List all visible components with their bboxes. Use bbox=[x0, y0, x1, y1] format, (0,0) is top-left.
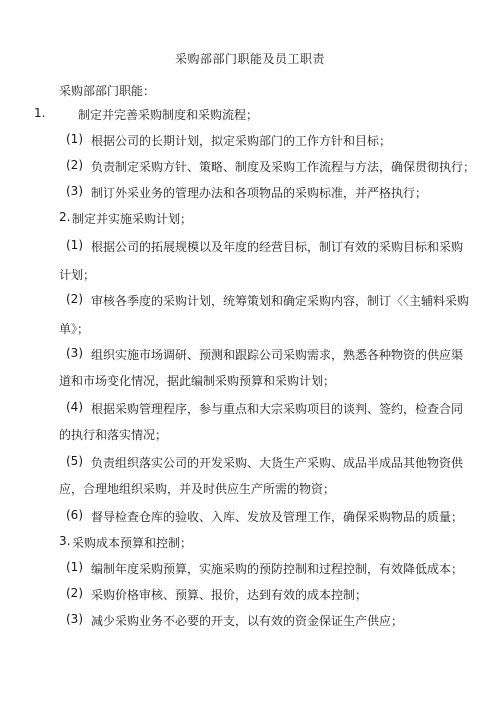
s2-item-5-number: (5) bbox=[66, 454, 83, 468]
document-title: 采购部部门职能及员工职责 bbox=[174, 52, 325, 66]
s2-item-4-number: (4) bbox=[66, 400, 83, 414]
section-1-number: 1. bbox=[34, 106, 46, 120]
s2-item-4-text: 根据采购管理程序，参与重点和大宗采购项目的谈判、签约，检查合同 bbox=[91, 402, 464, 416]
s2-item-6-number: (6) bbox=[66, 508, 83, 522]
section-2-number: 2. bbox=[59, 210, 71, 224]
section-3-number: 3. bbox=[59, 534, 71, 548]
s2-item-3-cont: 道和市场变化情况，据此编制采购预算和采购计划； bbox=[59, 374, 336, 388]
s1-item-2-text: 负责制定采购方针、策略、制度及采购工作流程与方法，确保贯彻执行； bbox=[91, 160, 476, 174]
s3-item-2-text: 采购价格审核、预算、报价，达到有效的成本控制； bbox=[91, 588, 368, 602]
s2-item-3-number: (3) bbox=[66, 346, 83, 360]
s1-item-3-number: (3) bbox=[66, 184, 83, 198]
s3-item-2-number: (2) bbox=[66, 586, 83, 600]
s2-item-3-text: 组织实施市场调研、预测和跟踪公司采购需求，熟悉各种物资的供应渠 bbox=[91, 348, 464, 362]
s3-item-3-text: 减少采购业务不必要的开支，以有效的资金保证生产供应； bbox=[91, 614, 404, 628]
s2-item-1-number: (1) bbox=[66, 238, 83, 252]
s2-item-2-text: 审核各季度的采购计划，统筹策划和确定采购内容，制订〈〈主辅料采购 bbox=[91, 294, 470, 308]
s2-item-1-cont: 计划； bbox=[59, 268, 96, 282]
s2-item-6-text: 督导检查仓库的验收、入库、发放及管理工作，确保采购物品的质量； bbox=[91, 510, 464, 524]
s2-item-5-cont: 应，合理地组织采购，并及时供应生产所需的物资； bbox=[59, 482, 336, 496]
s1-item-3-text: 制订外采业务的管理办法和各项物品的采购标准，并严格执行； bbox=[91, 186, 428, 200]
section-3-heading: 采购成本预算和控制； bbox=[72, 536, 193, 550]
section-1-heading: 制定并完善采购制度和采购流程； bbox=[78, 108, 259, 122]
intro-heading: 采购部部门职能： bbox=[59, 84, 156, 98]
s2-item-2-number: (2) bbox=[66, 292, 83, 306]
s1-item-1-text: 根据公司的长期计划，拟定采购部门的工作方针和目标； bbox=[91, 134, 392, 148]
s1-item-1-number: (1) bbox=[66, 132, 83, 146]
s3-item-1-number: (1) bbox=[66, 560, 83, 574]
s3-item-3-number: (3) bbox=[66, 612, 83, 626]
section-2-heading: 制定并实施采购计划； bbox=[72, 212, 193, 226]
s3-item-1-text: 编制年度采购预算，实施采购的预防控制和过程控制，有效降低成本； bbox=[91, 562, 464, 576]
s1-item-2-number: (2) bbox=[66, 158, 83, 172]
s2-item-1-text: 根据公司的拓展规模以及年度的经营目标，制订有效的采购目标和采购 bbox=[91, 240, 464, 254]
s2-item-2-cont: 单》； bbox=[59, 322, 90, 336]
s2-item-4-cont: 的执行和落实情况； bbox=[59, 428, 168, 442]
s2-item-5-text: 负责组织落实公司的开发采购、大货生产采购、成品半成品其他物资供 bbox=[91, 456, 464, 470]
